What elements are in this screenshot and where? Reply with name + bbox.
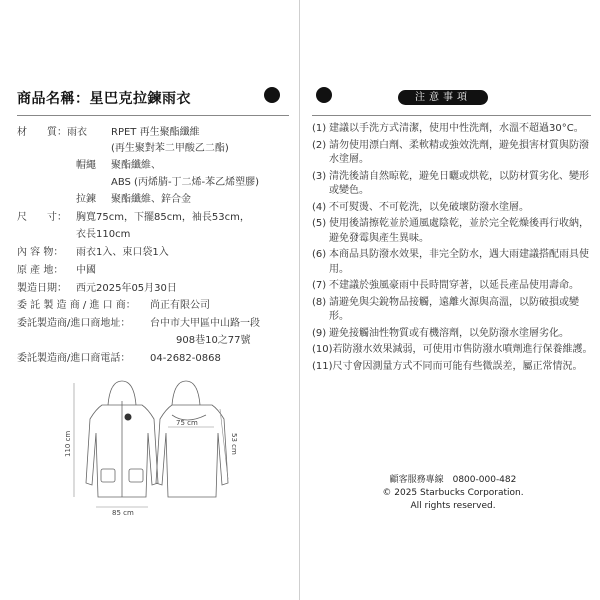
raincoat-diagram: [60, 375, 250, 520]
notice-list: [312, 122, 594, 376]
material-zipper-label: 拉鍊: [76, 194, 96, 205]
height-label: 110 cm: [64, 430, 72, 457]
notice-item: (9) 避免接觸油性物質或有機溶劑，以免防潑水塗層劣化。: [312, 327, 569, 339]
size-label: 尺 寸：: [17, 212, 67, 223]
title-rule-left: [17, 115, 289, 116]
date-label: 製造日期：: [17, 283, 67, 294]
phone-label: 委託製造商/進口商電話：: [17, 353, 131, 364]
panel-divider: [299, 0, 300, 600]
notice-item: (8) 請避免與尖銳物品接觸，遠離火源與高溫，以防破損或變形。: [312, 296, 579, 322]
front-pocket-left: [101, 469, 115, 482]
sleeve-label: 53 cm: [230, 433, 238, 455]
notice-item: (3) 清洗後請自然晾乾，避免日曬或烘乾，以防材質劣化、變形或變色。: [312, 170, 589, 196]
bullet-dot-right: [316, 87, 332, 103]
service-hotline: 顧客服務專線 0800-000-482: [389, 475, 517, 485]
importer-label: 委 託 製 造 商 / 進 口 商：: [17, 300, 136, 311]
origin-label: 原 產 地：: [17, 265, 64, 276]
rights-line: All rights reserved.: [410, 501, 496, 511]
material-cord-label: 帽繩: [76, 160, 96, 171]
title-rule-right: [312, 115, 591, 116]
material-cord-1: 聚酯纖維、: [111, 160, 161, 171]
hem-label: 85 cm: [112, 509, 134, 517]
notice-item: (6) 本商品具防潑水效果，非完全防水，遇大雨建議搭配雨具使用。: [312, 249, 589, 275]
material-zipper: 聚酯纖維、鋅合金: [111, 194, 191, 205]
date-value: 西元2025年05月30日: [76, 283, 177, 294]
address-line-2: 908巷10之77號: [176, 335, 251, 346]
bullet-dot-left: [264, 87, 280, 103]
size-line-2: 衣長110cm: [76, 229, 131, 240]
notice-item: (10) 若防潑水效果減弱，可使用市售防潑水噴劑進行保養維護。: [312, 344, 593, 355]
notice-item: (2) 請勿使用漂白劑、柔軟精或強效洗劑，避免損害材質與防潑水塗層。: [312, 139, 589, 165]
address-label: 委託製造商/進口商地址：: [17, 318, 131, 329]
notice-item: (5) 使用後請擦乾並於通風處陰乾，並於完全乾燥後再行收納，避免發霉與產生異味。: [312, 218, 589, 244]
origin-value: 中國: [76, 265, 96, 276]
importer-value: 尚正有限公司: [150, 300, 210, 311]
front-pocket-right: [129, 469, 143, 482]
product-title: 商品名稱：星巴克拉鍊雨衣: [17, 91, 191, 107]
copyright-line: © 2025 Starbucks Corporation.: [382, 488, 524, 498]
material-raincoat-1: RPET 再生聚酯纖維: [111, 127, 200, 138]
material-label: 材 質：雨衣: [17, 127, 87, 138]
phone-value: 04-2682-0868: [150, 353, 221, 364]
contents-value: 雨衣1入、束口袋1入: [76, 247, 169, 258]
notice-item: (7) 不建議於強風豪雨中長時間穿著，以延長產品使用壽命。: [312, 280, 579, 291]
back-hood-outline: [172, 381, 200, 405]
address-line-1: 台中市大甲區中山路一段: [150, 318, 260, 329]
notice-item: (1) 建議以手洗方式清潔，使用中性洗劑，水溫不超過30°C。: [312, 123, 584, 134]
material-cord-2: ABS (丙烯腈-丁二烯-苯乙烯塑膠): [111, 177, 260, 188]
logo-badge: [125, 414, 132, 421]
notice-item: (11) 尺寸會因測量方式不同而可能有些微誤差，屬正常情況。: [312, 360, 583, 372]
chest-label: 75 cm: [176, 419, 198, 427]
notice-title: 注意事項: [398, 90, 488, 105]
contents-label: 內 容 物：: [17, 247, 64, 258]
notice-item: (4) 不可熨燙、不可乾洗，以免破壞防潑水塗層。: [312, 201, 529, 213]
material-raincoat-2: (再生聚對苯二甲酸乙二酯): [111, 143, 229, 154]
size-line-1: 胸寬75cm，下擺85cm，袖長53cm，: [76, 212, 250, 223]
